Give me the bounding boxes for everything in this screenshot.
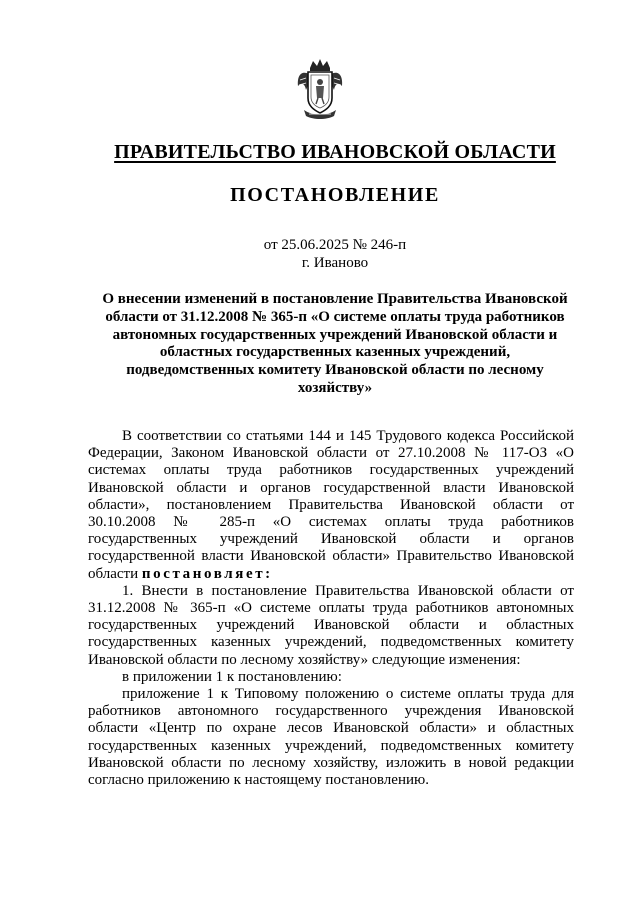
coat-of-arms-icon	[296, 58, 344, 122]
appendix-line: в приложении 1 к постановлению:	[122, 668, 342, 685]
preamble-text: В соответствии со статьями 144 и 145 Трудового кодекса Российской Федерации, Законом Ивановской области от 27.10.2008 № 117-ОЗ «О системах оплаты труда работников государственных учреждений Ивановской области и органов государственной власти Ивановской области», постановлением Правительства Ивановской области от 30.10.2008 № 285-п «О системах оплаты труда работников государственных учреждений Ивановской области и органов государственной власти Ивановской области» Правительство Ивановской области	[88, 428, 574, 582]
decree-word: постановляет:	[141, 565, 273, 582]
city: г. Иваново	[301, 255, 369, 271]
item-1-paragraph: 1. Внести в постановление Правительства Ивановской области от 31.12.2008 № 365-п «О системе оплаты труда работников автономных государственных учреждений Ивановской области и областных государственных казенных учреждений, подведомственных комитету Ивановской области по лесному хозяйству» следующие изменения:	[88, 582, 574, 668]
document-type: ПОСТАНОВЛЕНИЕ	[230, 184, 440, 206]
date-number: от 25.06.2025 № 246-п	[263, 237, 407, 253]
document-body	[88, 428, 574, 789]
appendix-paragraph: приложение 1 к Типовому положению о системе оплаты труда для работников автономного государственного учреждения Ивановской области «Центр по охране лесов Ивановской области» и областных государственных казенных учреждений, подведомственных комитету Ивановской области по лесному хозяйству, изложить в новой редакции согласно приложению к настоящему постановлению.	[88, 686, 574, 789]
document-meta	[90, 236, 580, 272]
government-title: ПРАВИТЕЛЬСТВО ИВАНОВСКОЙ ОБЛАСТИ	[114, 141, 556, 163]
document-subject: О внесении изменений в постановление Правительства Ивановской области от 31.12.2008 № 365-п «О системе оплаты труда работников автономных государственных учреждений Ивановской области и областных государственных казенных учреждений, подведомственных комитету Ивановской области по лесному хозяйству»	[102, 291, 568, 396]
preamble-paragraph	[88, 428, 574, 583]
